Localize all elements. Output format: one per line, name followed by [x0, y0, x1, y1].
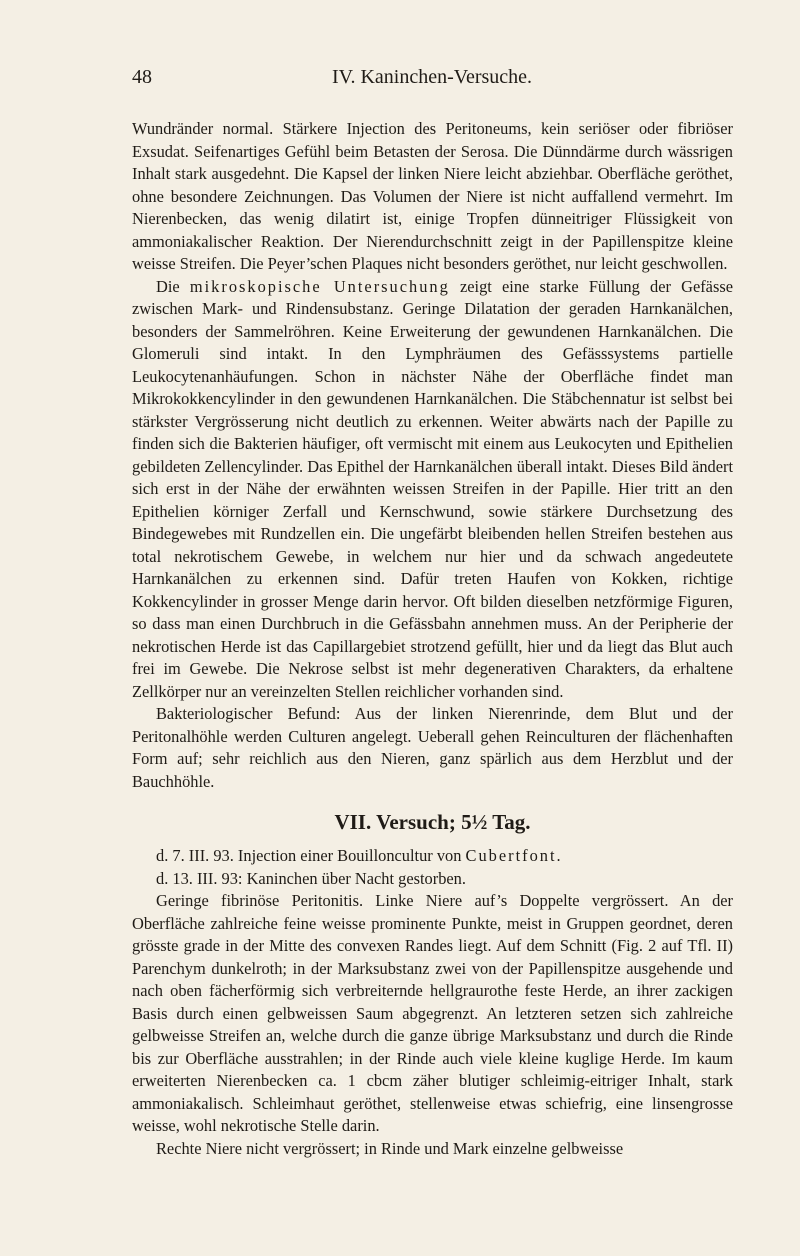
micro-text: zeigt eine starke Füllung der Gefässe zwischen Mark- und Rindensubstanz. Geringe Dilatation der geraden Harnkanälchen, besonders der Sammelröhren. Keine Erweiterung der gewundenen Harnkanälchen. Die Glomeruli sind intakt. In den Lymphräumen des Gefässsystems partielle Leukocytenanhäufungen. Schon in nächster Nähe der Oberfläche findet man Mikrokokkencylinder in den gewundenen Harnkanälchen. Die Stäbchennatur ist selbst bei stärkster Vergrösserung nicht deutlich zu erkennen. Weiter abwärts nach der Papille zu finden sich die Bakterien häufiger, oft vermischt mit einem aus Leukocyten und Epithelien gebildeten Zellencylinder. Das Epithel der Harnkanälchen überall intakt. Dieses Bild ändert sich erst in der Nähe der erwähnten weissen Streifen in der Papille. Hier tritt an den Epithelien körniger Zerfall und Kernschwund, sowie stärkere Durchsetzung des Bindegewebes mit Rundzellen ein. Die ungefärbt bleibenden hellen Streifen bestehen aus total nekrotischem Gewebe, in welchem nur hier und da schwach angedeutete Harnkanälchen zu erkennen sind. Dafür treten Haufen von Kokken, richtige Kokkencylinder in grosser Menge darin hervor. Oft bilden dieselben netzförmige Figuren, so dass man einen Durchbruch in die Gefässbahn annehmen muss. An der Peripherie der nekrotischen Herde ist das Capillargebiet strotzend gefüllt, hier und da liegt das Blut auch frei im Gewebe. Die Nekrose selbst ist mehr degenerativen Charakters, da erhaltene Zellkörper nur an vereinzelten Stellen reichlicher vorhanden sind. [132, 276, 733, 701]
body-text [132, 118, 733, 1160]
paragraph-microscopic-examination [132, 276, 733, 704]
micro-lead: Die [156, 276, 180, 296]
paragraph-bacteriological-findings: Bakteriologischer Befund: Aus der linken Nierenrinde, dem Blut und der Peritonalhöhle werden Culturen angelegt. Ueberall gehen Reinculturen der flächenhaften Form auf; sehr reichlich aus den Nieren, ganz spärlich aus dem Herzblut und der Bauchhöhle. [132, 704, 733, 791]
date-line-injection-text: d. 7. III. 93. Injection einer Bouilloncultur von [156, 846, 462, 865]
page-header [132, 66, 732, 94]
micro-spaced-term: mikroskopische Untersuchung [189, 276, 450, 296]
paragraph-autopsy-findings: Wundränder normal. Stärkere Injection des Peritoneums, kein seriöser oder fibriöser Exsudat. Seifenartiges Gefühl beim Betasten der Serosa. Die Dünndärme durch wässrigen Inhalt stark ausgedehnt. Die Kapsel der linken Niere leicht abziehbar. Oberfläche geröthet, ohne besondere Zeichnungen. Das Volumen der Niere ist nicht auffallend vermehrt. Im Nierenbecken, das wenig dilatirt ist, einige Tropfen dünneitriger Flüssigkeit von ammoniakalischer Reaktion. Der Nierendurchschnitt zeigt in der Papillenspitze kleine weisse Streifen. Die Peyer’schen Plaques nicht besonders geröthet, nur leicht geschwollen. [132, 119, 733, 273]
running-title: IV. Kaninchen-Versuche. [331, 66, 533, 88]
paragraph-left-kidney-findings: Geringe fibrinöse Peritonitis. Linke Niere auf’s Doppelte vergrössert. An der Oberfläche zahlreiche feine weisse prominente Punkte, meist in Gruppen geordnet, deren grösste grade in der Mitte des convexen Randes liegt. Auf dem Schnitt (Fig. 2 auf Tfl. II) Parenchym dunkelroth; in der Marksubstanz zwei von der Papillenspitze ausgehende und nach oben fächerförmig sich verbreiternde hellgraurothe feste Herde, an ihrer zackigen Basis durch einen gelbweissen Saum abgegrenzt. An letzteren setzen sich zahlreiche gelbweisse Streifen an, welche durch die ganze übrige Marksubstanz und durch die Rinde bis zur Oberfläche ausstrahlen; in der Rinde auch viele kleine kuglige Herde. Im kaum erweiterten Nierenbecken ca. 1 cbcm zäher blutiger schleimig-eitriger Inhalt, stark ammoniakalisch. Schleimhaut geröthet, stellenweise etwas schiefrig, eine linsengrosse weisse, wohl nekrotische Stelle darin. [132, 891, 733, 1135]
page-number: 48 [132, 66, 152, 88]
date-line-death: d. 13. III. 93: Kaninchen über Nacht gestorben. [156, 868, 466, 888]
culture-name: Cubertfont. [465, 846, 563, 865]
section-heading: VII. Versuch; 5½ Tag. [334, 810, 531, 834]
date-line-injection [132, 845, 733, 868]
paragraph-right-kidney-findings: Rechte Niere nicht vergrössert; in Rinde und Mark einzelne gelbweisse [156, 1138, 624, 1158]
